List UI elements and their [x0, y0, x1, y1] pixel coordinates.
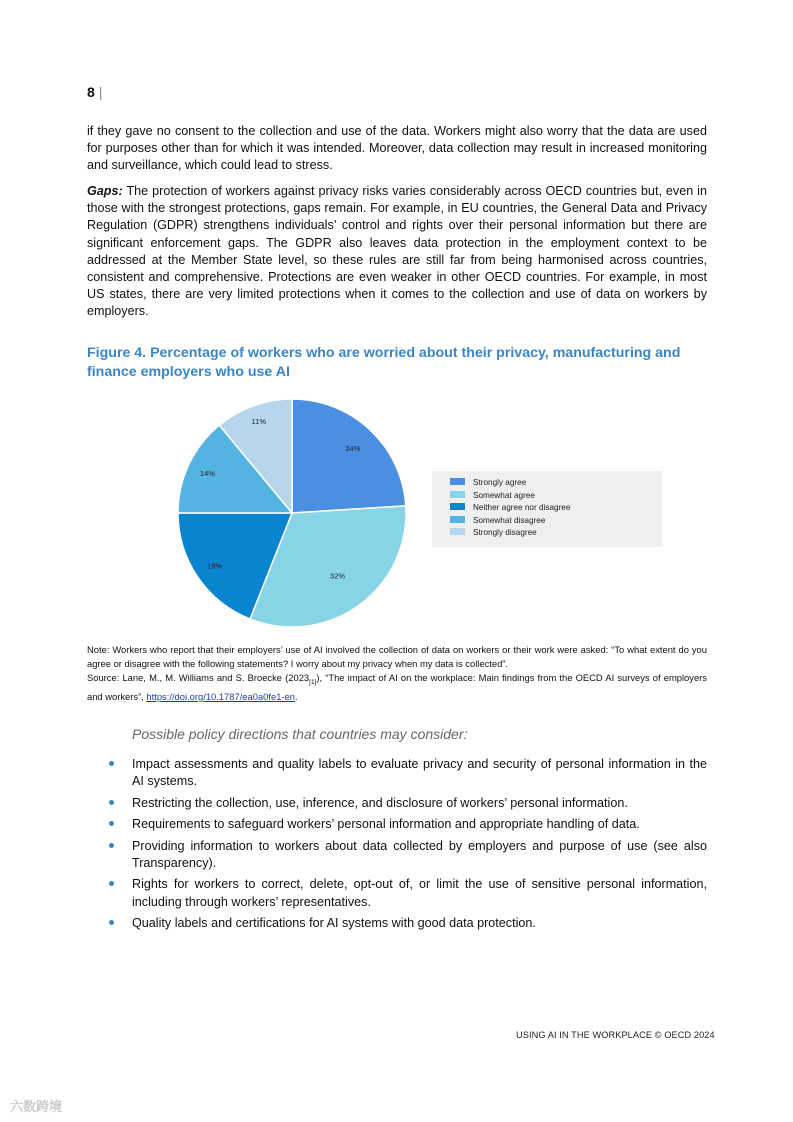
- note-source: Source: Lane, M., M. Williams and S. Broecke $(2023_{[1]})$, “The impact of AI on the workplace: Main findings from the OECD AI surveys of employers and workers”, https://doi.org/10.1787/ea0a0fe1-en.: [87, 672, 707, 702]
- list-item: Impact assessments and quality labels to evaluate privacy and security of personal information in the AI systems.: [106, 756, 707, 791]
- list-item: Restricting the collection, use, inference, and disclosure of workers’ personal information.: [106, 795, 707, 812]
- legend-label: Somewhat agree: [473, 490, 535, 500]
- slice-label: 11%: [251, 416, 267, 426]
- bullet-icon: [109, 881, 114, 886]
- legend-swatch: [450, 478, 465, 485]
- watermark: 六数跨境: [10, 1099, 63, 1114]
- legend-item: [450, 515, 545, 527]
- chart-legend: [432, 471, 662, 547]
- gaps-text: The protection of workers against privacy risks varies considerably across OECD countries but, even in those with the strongest protections, gaps remain. For example, in EU countries, the General Data and Privacy Regulation (GDPR) strengthens individuals’ control and rights over their personal information but there are significant enforcement gaps. The GDPR also leaves data protection in the employment context to be addressed at the Member State level, so these rules are still far from being harmonised across countries, consistent and comprehensive. Protections are even weaker in other OECD countries. For example, in most US states, there are very limited protections when it comes to the collection and use of data on workers by employers.: [87, 184, 707, 319]
- legend-label: Strongly agree: [473, 478, 527, 487]
- figure-title: Figure 4. Percentage of workers who are worried about their privacy, manufacturing and finance employers who use AI: [87, 345, 681, 380]
- gaps-label: Gaps:: [87, 184, 123, 198]
- slice-label: 24%: [345, 444, 361, 454]
- legend-item: [450, 477, 526, 489]
- pie-slice-strongly-agree: [292, 399, 406, 513]
- legend-label: Strongly disagree: [473, 528, 537, 537]
- legend-swatch: [450, 528, 465, 535]
- policy-list: [106, 756, 707, 937]
- body-paragraph-gaps: [87, 183, 707, 321]
- slice-label: 19%: [207, 561, 223, 571]
- bullet-icon: [109, 821, 114, 826]
- list-item: Requirements to safeguard workers’ personal information and appropriate handling of data.: [106, 816, 707, 833]
- figure-note: [87, 643, 707, 704]
- page-footer: USING AI IN THE WORKPLACE © OECD 2024: [516, 1030, 715, 1040]
- legend-swatch: [450, 503, 465, 510]
- body-paragraph-1: if they gave no consent to the collection and use of the data. Workers might also worry that the data are used for purposes other than for which it was intended. Moreover, data collection may result in increased monitoring and surveillance, which could lead to stress.: [87, 124, 707, 173]
- legend-item: [450, 490, 535, 502]
- bullet-icon: [109, 843, 114, 848]
- bullet-icon: [109, 920, 114, 925]
- list-item: Rights for workers to correct, delete, opt-out of, or limit the use of sensitive personal information, including through workers’ representatives.: [106, 876, 707, 911]
- legend-label: Neither agree nor disagree: [473, 503, 571, 512]
- legend-swatch: [450, 491, 465, 498]
- bullet-icon: [109, 761, 114, 766]
- legend-label: Somewhat disagree: [473, 515, 546, 525]
- list-item: Quality labels and certifications for AI systems with good data protection.: [106, 915, 707, 932]
- list-item: Providing information to workers about data collected by employers and purpose of use (see also Transparency).: [106, 838, 707, 873]
- legend-swatch: [450, 516, 465, 523]
- page-number: 8 |: [87, 84, 103, 100]
- pie-chart: [170, 392, 420, 642]
- legend-item: [450, 502, 570, 514]
- legend-item: [450, 527, 537, 539]
- bullet-icon: [109, 800, 114, 805]
- policy-heading: Possible policy directions that countries may consider:: [132, 726, 468, 742]
- note-text: Note: Workers who report that their employers’ use of AI involved the collection of data on workers or their work were asked: “To what extent do you agree or disagree with the following statements? I worry about my privacy when my data is collected”.: [87, 644, 707, 669]
- slice-label: 32%: [330, 571, 346, 581]
- source-doi-link[interactable]: https://doi.org/10.1787/ea0a0fe1-en: [146, 690, 295, 702]
- slice-label: 14%: [199, 469, 215, 479]
